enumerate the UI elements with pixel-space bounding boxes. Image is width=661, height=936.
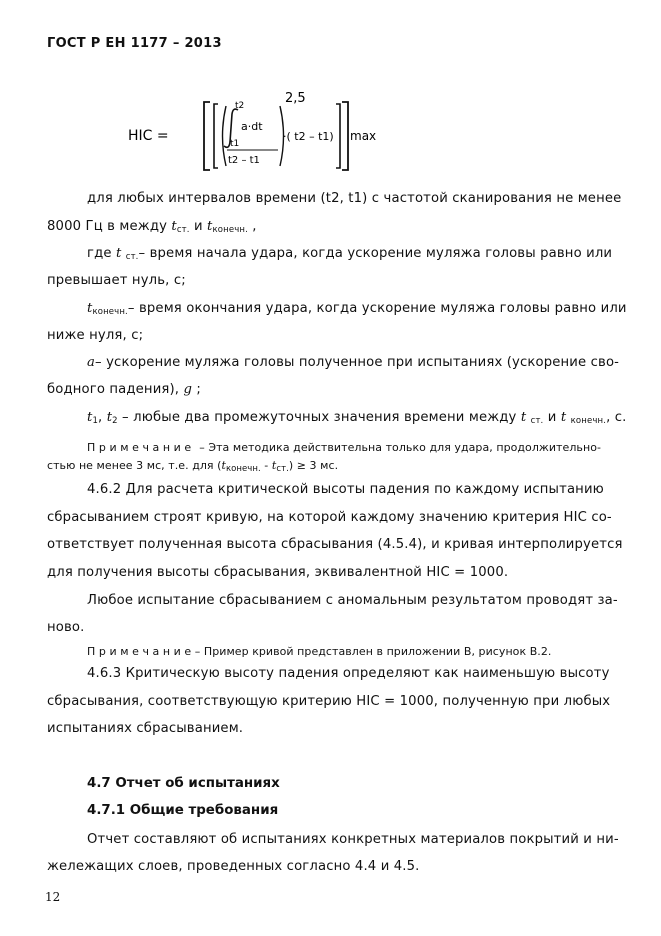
note-word: П р и м е ч а н и е — [87, 441, 192, 454]
denominator: t2 – t1 — [228, 155, 260, 166]
note-2 — [87, 645, 551, 658]
p463-line-3: испытаниях сбрасыванием. — [47, 721, 244, 736]
lower-limit: t1 — [230, 139, 240, 149]
def-accel-end: ; — [192, 382, 202, 397]
t-symbol: t — [87, 301, 93, 316]
def-end-prefix — [87, 300, 128, 321]
p462-line-1 — [87, 481, 604, 498]
minus: - — [260, 459, 272, 472]
exponent: 2,5 — [285, 91, 306, 106]
def-start-line-1 — [87, 245, 613, 266]
p462-l1-text: 4.6.2 Для расчета критической высоты падения по каждому испытанию — [87, 482, 604, 497]
def-end-line-1 — [87, 300, 627, 321]
heading-4-7: 4.7 Отчет об испытаниях — [87, 776, 280, 791]
heading-4-7-1: 4.7.1 Общие требования — [87, 803, 279, 818]
def-end-text: – время окончания удара, когда ускорение муляжа головы равно или — [127, 301, 627, 316]
comma: , — [98, 410, 107, 425]
p463-l1-text: 4.6.3 Критическую высоту падения определяют как наименьшую высоту — [87, 666, 610, 681]
t-symbol: t — [207, 219, 213, 234]
note-1-text: – Эта методика действительна только для удара, продолжительно- — [199, 441, 601, 454]
sub-kon: конечн. — [225, 464, 261, 474]
sub-kon: конечн. — [212, 225, 248, 235]
t-symbol: t — [115, 246, 122, 261]
p-any-line-2: ново. — [47, 620, 85, 635]
intervals-line-2 — [47, 218, 257, 239]
def-accel-line-1 — [87, 354, 620, 371]
intervals-l2a: 8000 Гц в между — [47, 219, 172, 234]
p462-line-3 — [47, 536, 623, 553]
def-t1t2-line — [87, 409, 627, 430]
report-l1-text: Отчет составляют об испытаниях конкретных материалов покрытий и ни- — [87, 832, 619, 847]
note-1-line-2 — [47, 459, 338, 474]
outer-bracket-right — [342, 102, 348, 170]
t-symbol: t — [87, 410, 93, 425]
p462-line-4: для получения высоты сбрасывания, эквивалентной HIC = 1000. — [47, 565, 509, 580]
inner-bracket-right — [336, 104, 340, 168]
p-any-l1-text: Любое испытание сбрасыванием с аномальным результатом проводят за- — [87, 593, 618, 608]
t-symbol: t — [520, 410, 527, 425]
t-symbol: t — [171, 219, 177, 234]
page-number: 12 — [45, 890, 61, 904]
note-1-end: ) ≥ 3 мс. — [288, 459, 339, 472]
max-label: max — [350, 129, 377, 143]
note-1-line-1 — [87, 441, 601, 454]
report-line-1 — [87, 831, 619, 848]
def-accel-l2: бодного падения), — [47, 382, 184, 397]
formula-lhs: HIC = — [128, 128, 169, 144]
sub-2: 2 — [112, 416, 118, 426]
outer-bracket-left — [204, 102, 210, 170]
intervals-text: для любых интервалов времени (t2, t1) с частотой сканирования не менее — [87, 191, 622, 206]
def-t1t2-text: – любые два промежуточных значения времени между — [117, 410, 521, 425]
where-word: где — [87, 246, 116, 261]
hic-formula — [120, 88, 390, 178]
document-header: ГОСТ Р ЕН 1177 – 2013 — [47, 36, 222, 51]
p463-l2-text: сбрасывания, соответствующую критерию HIC = 1000, полученную при любых — [47, 694, 611, 709]
def-accel-line-2 — [47, 381, 201, 398]
intervals-mid: и — [189, 219, 208, 234]
note-word: П р и м е ч а н и е — [87, 645, 192, 658]
note-2-text: – Пример кривой представлен в приложении В, рисунок В.2. — [191, 645, 552, 658]
sub-1: 1 — [92, 416, 99, 426]
def-start-line-2: превышает нуль, с; — [47, 273, 186, 288]
t-symbol: t — [560, 410, 567, 425]
note-1-l2: стью не менее 3 мс, т.е. для ( — [47, 459, 222, 472]
sub-st: ст. — [176, 225, 190, 235]
def-t1t2-end: , с. — [606, 410, 627, 425]
paren-left — [223, 106, 227, 166]
sub-kon: конечн. — [570, 416, 607, 426]
p463-line-1 — [87, 665, 610, 682]
sub-kon: конечн. — [92, 307, 128, 317]
sub-st: ст. — [530, 416, 544, 426]
and-word: и — [543, 410, 561, 425]
inner-bracket-left — [214, 104, 218, 168]
def-start-prefix — [87, 245, 139, 266]
report-line-2: жележащих слоев, проведенных согласно 4.4 и 4.5. — [47, 859, 420, 874]
p463-line-2 — [47, 693, 611, 710]
def-start-text: – время начала удара, когда ускорение муляжа головы равно или — [138, 246, 613, 261]
t-symbol: t — [106, 410, 113, 425]
sub-st: ст. — [125, 252, 139, 262]
t-symbol: t — [221, 459, 226, 472]
p-any-line-1 — [87, 592, 618, 609]
p462-l2-text: сбрасыванием строят кривую, на которой каждому значению критерия HIC со- — [47, 510, 612, 525]
multiplier: ·( t2 – t1) — [283, 130, 334, 143]
intervals-line-1 — [87, 190, 622, 207]
intervals-end: , — [247, 219, 257, 234]
g-symbol: g — [183, 382, 193, 397]
def-end-line-2: ниже нуля, с; — [47, 328, 144, 343]
integrand: a·dt — [241, 120, 263, 133]
t-symbol: t — [271, 459, 277, 472]
upper-limit: t2 — [235, 101, 245, 111]
a-symbol: a — [87, 355, 96, 370]
p462-l3-text: ответствует полученная высота сбрасывания (4.5.4), и кривая интерполируется — [47, 537, 623, 552]
def-accel-text: – ускорение муляжа головы полученное при испытаниях (ускорение сво- — [95, 355, 620, 370]
p462-line-2 — [47, 509, 612, 526]
sub-st: ст. — [276, 464, 289, 474]
